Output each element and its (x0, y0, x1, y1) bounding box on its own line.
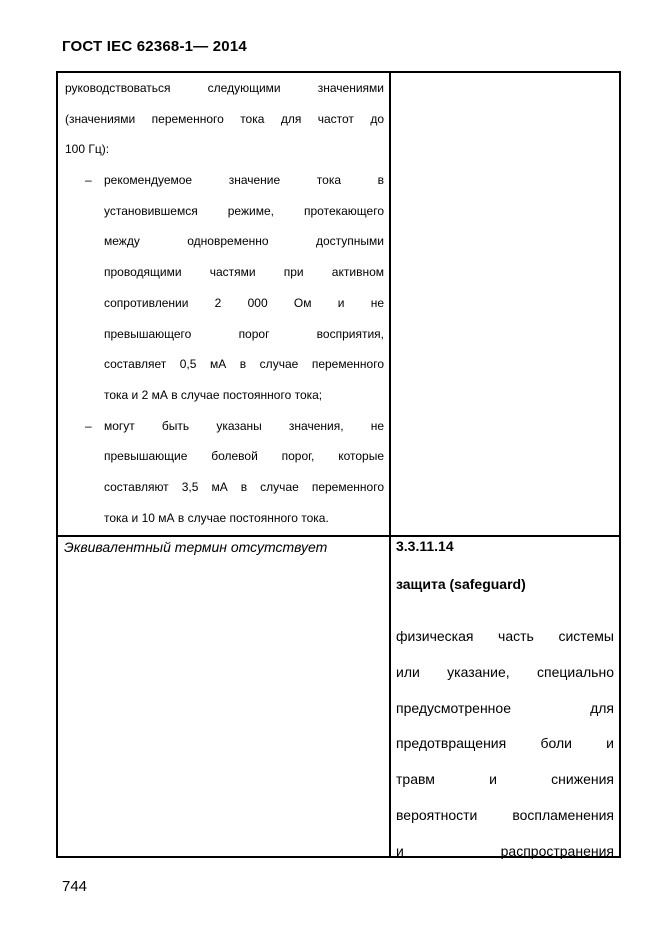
text-line: 100 Гц): (65, 142, 110, 157)
document-header: ГОСТ IEC 62368-1— 2014 (62, 38, 247, 55)
text-line: превышающие болевой порог, которые (104, 449, 384, 464)
bullet-dash: – (85, 418, 92, 433)
text-line: составляет 0,5 мА в случае переменного (104, 357, 384, 372)
terms-table (56, 71, 621, 858)
column-divider (389, 73, 391, 856)
definition-line: предусмотренное для (396, 699, 614, 716)
page-number: 744 (62, 878, 88, 895)
definition-line: предотвращения боли и (396, 735, 614, 752)
text-line: тока и 10 мА в случае постоянного тока. (104, 510, 329, 525)
bullet-dash: – (85, 173, 92, 188)
text-line: превышающего порог восприятия, (104, 326, 384, 341)
text-line: могут быть указаны значения, не (104, 418, 384, 433)
text-line: рекомендуемое значение тока в (104, 173, 384, 188)
equivalent-term-cell: Эквивалентный термин отсутствует (64, 539, 328, 555)
left-cell-continuation (65, 73, 384, 533)
term-name: защита (safeguard) (396, 576, 526, 592)
bullet-item (65, 165, 384, 411)
text-line: (значениями переменного тока для частот до (65, 111, 384, 126)
text-line: установившемся режиме, протекающего (104, 203, 384, 218)
text-line: сопротивлении 2 000 Ом и не (104, 295, 384, 310)
text-line: тока и 2 мА в случае постоянного тока; (104, 387, 323, 402)
text-line: составляют 3,5 мА в случае переменного (104, 479, 384, 494)
definition-line: или указание, специально (396, 663, 614, 680)
term-definition-cell (396, 536, 614, 877)
definition-line: вероятности воспламенения (396, 806, 614, 823)
term-number: 3.3.11.14 (396, 538, 454, 554)
text-line: проводящими частями при активном (104, 265, 384, 280)
text-line: руководствоваться следующими значениями (65, 81, 384, 95)
definition-line: и распространения (396, 842, 614, 859)
bullet-item (65, 411, 384, 534)
definition-line: травм и снижения (396, 771, 614, 788)
text-line: между одновременно доступными (104, 234, 384, 249)
definition-line: физическая часть системы (396, 628, 614, 644)
